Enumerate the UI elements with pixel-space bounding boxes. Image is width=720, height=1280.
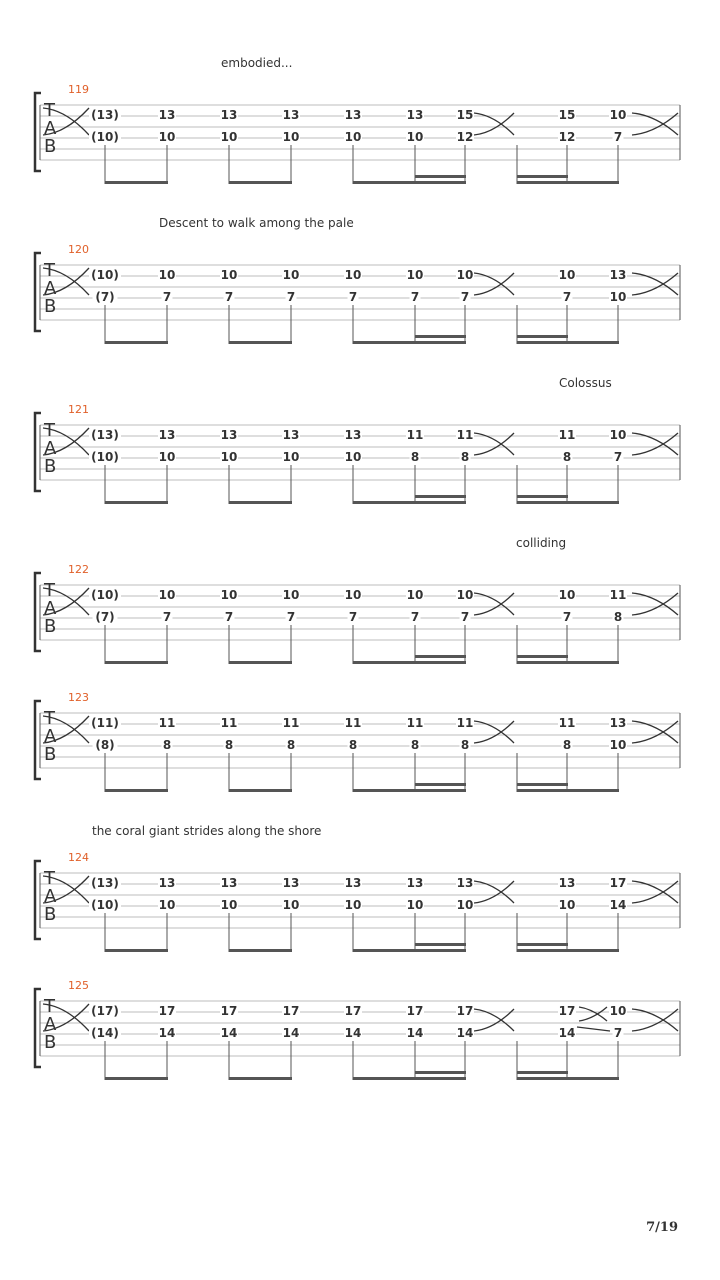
fret-number: 8 [410,450,420,464]
tab-staff [0,858,720,958]
fret-number: 13 [406,876,424,890]
fret-number: 13 [282,428,300,442]
fret-number: 10 [609,1004,627,1018]
note-beam [517,175,568,178]
lyric-text: Descent to walk among the pale [159,216,354,230]
fret-number: 10 [282,898,300,912]
fret-number: 13 [158,428,176,442]
note-beam [229,789,292,792]
fret-number: 10 [220,450,238,464]
note-beam [105,341,168,344]
fret-number: 13 [220,428,238,442]
lyric-text: Colossus [559,376,612,390]
note-beam [517,1077,619,1080]
fret-number: 14 [609,898,627,912]
fret-number: 8 [613,610,623,624]
fret-number: 11 [220,716,238,730]
fret-number: 17 [344,1004,362,1018]
note-beam [353,789,466,792]
note-beam [105,181,168,184]
fret-number: 13 [344,108,362,122]
fret-number: 13 [282,108,300,122]
bar-number: 124 [68,851,89,864]
fret-number: 14 [406,1026,424,1040]
note-beam [517,949,619,952]
tab-staff [0,570,720,670]
note-beam [415,495,466,498]
fret-number: 13 [158,876,176,890]
tab-clef-letter: T [44,868,55,889]
note-beam [353,1077,466,1080]
fret-number: 10 [158,268,176,282]
tab-clef-letter: T [44,420,55,441]
note-beam [353,661,466,664]
fret-number: 13 [220,108,238,122]
tab-clef-letter: A [44,1014,57,1035]
lyric-text: colliding [516,536,567,550]
fret-number: 8 [410,738,420,752]
fret-number: 7 [224,290,234,304]
page-number: 7/19 [646,1220,678,1235]
tab-clef-letter: T [44,708,55,729]
note-beam [517,341,619,344]
tie-curve [579,1007,607,1021]
fret-number: 10 [558,268,576,282]
fret-number: (10) [91,130,119,144]
note-beam [105,661,168,664]
fret-number: 7 [224,610,234,624]
fret-number: 13 [609,268,627,282]
fret-number: 7 [460,610,470,624]
note-beam [229,949,292,952]
note-beam [229,181,292,184]
fret-number: 10 [344,898,362,912]
fret-number: 11 [158,716,176,730]
note-beam [517,789,619,792]
fret-number: 8 [162,738,172,752]
fret-number: 8 [460,450,470,464]
fret-number: 14 [456,1026,474,1040]
bar-number: 122 [68,563,89,576]
lyric-text: the coral giant strides along the shore [92,824,322,838]
fret-number: 15 [558,108,576,122]
fret-number: 10 [609,428,627,442]
note-beam [415,175,466,178]
bar-number: 120 [68,243,89,256]
fret-number: 10 [344,588,362,602]
fret-number: (10) [91,588,119,602]
note-beam [415,655,466,658]
tab-clef-letter: T [44,260,55,281]
note-beam [415,943,466,946]
tab-clef-letter: A [44,726,57,747]
fret-number: (10) [91,898,119,912]
fret-number: 11 [558,716,576,730]
tab-clef-letter: B [44,616,57,637]
note-beam [105,1077,168,1080]
fret-number: 7 [613,130,623,144]
fret-number: 7 [348,610,358,624]
fret-number: 13 [558,876,576,890]
fret-number: 17 [158,1004,176,1018]
note-beam [517,943,568,946]
fret-number: 17 [456,1004,474,1018]
note-beam [353,341,466,344]
fret-number: 8 [460,738,470,752]
note-beam [517,181,619,184]
fret-number: (11) [91,716,119,730]
note-beam [517,335,568,338]
tab-clef-letter: B [44,296,57,317]
fret-number: (10) [91,450,119,464]
note-beam [415,1071,466,1074]
tab-staff [0,410,720,510]
fret-number: 7 [562,610,572,624]
tab-clef-letter: T [44,996,55,1017]
tab-clef-letter: B [44,904,57,925]
fret-number: 13 [282,876,300,890]
note-beam [353,181,466,184]
fret-number: 7 [613,1026,623,1040]
fret-number: 10 [220,588,238,602]
fret-number: 17 [282,1004,300,1018]
fret-number: 7 [286,610,296,624]
fret-number: 12 [456,130,474,144]
fret-number: 10 [282,268,300,282]
fret-number: 14 [344,1026,362,1040]
fret-number: 17 [609,876,627,890]
fret-number: 7 [286,290,296,304]
tab-clef-letter: A [44,118,57,139]
note-beam [517,655,568,658]
fret-number: 7 [410,610,420,624]
fret-number: 10 [406,898,424,912]
tab-clef-letter: A [44,886,57,907]
note-beam [517,501,619,504]
tab-clef-letter: B [44,136,57,157]
fret-number: 11 [609,588,627,602]
fret-number: 8 [562,450,572,464]
fret-number: 10 [406,588,424,602]
fret-number: 14 [282,1026,300,1040]
fret-number: 7 [348,290,358,304]
fret-number: (17) [91,1004,119,1018]
fret-number: 10 [609,290,627,304]
note-beam [517,495,568,498]
fret-number: 14 [558,1026,576,1040]
note-beam [229,1077,292,1080]
fret-number: 7 [613,450,623,464]
tab-staff [0,986,720,1086]
fret-number: (13) [91,108,119,122]
tab-staff [0,698,720,798]
fret-number: 10 [282,450,300,464]
bar-number: 121 [68,403,89,416]
fret-number: (10) [91,268,119,282]
fret-number: 10 [282,130,300,144]
fret-number: (14) [91,1026,119,1040]
fret-number: 10 [158,588,176,602]
tab-clef-letter: B [44,1032,57,1053]
note-beam [517,783,568,786]
fret-number: 11 [456,428,474,442]
tab-staff [0,250,720,350]
note-beam [353,949,466,952]
fret-number: 13 [456,876,474,890]
note-beam [105,501,168,504]
fret-number: 13 [220,876,238,890]
tab-clef-letter: T [44,580,55,601]
fret-number: 10 [220,130,238,144]
fret-number: (13) [91,428,119,442]
fret-number: 11 [456,716,474,730]
fret-number: 7 [410,290,420,304]
fret-number: 10 [558,588,576,602]
fret-number: 17 [558,1004,576,1018]
tab-clef-letter: T [44,100,55,121]
fret-number: 10 [456,268,474,282]
bar-number: 123 [68,691,89,704]
fret-number: 8 [562,738,572,752]
lyric-text: embodied... [221,56,293,70]
tab-clef-letter: A [44,598,57,619]
fret-number: 10 [158,450,176,464]
note-beam [517,1071,568,1074]
note-beam [229,341,292,344]
fret-number: 11 [406,716,424,730]
fret-number: 10 [158,130,176,144]
note-beam [229,661,292,664]
tie-curve [579,1007,607,1021]
fret-number: 13 [609,716,627,730]
fret-number: 10 [220,898,238,912]
fret-number: 10 [456,898,474,912]
fret-number: 10 [456,588,474,602]
fret-number: 11 [282,716,300,730]
note-beam [229,501,292,504]
fret-number: 10 [344,450,362,464]
fret-number: 13 [406,108,424,122]
fret-number: 7 [162,290,172,304]
fret-number: 8 [348,738,358,752]
fret-number: 8 [286,738,296,752]
fret-number: 12 [558,130,576,144]
fret-number: 10 [220,268,238,282]
tab-staff [0,90,720,190]
fret-number: 7 [460,290,470,304]
note-beam [105,789,168,792]
fret-number: (13) [91,876,119,890]
fret-number: 13 [344,876,362,890]
fret-number: 11 [406,428,424,442]
fret-number: 17 [220,1004,238,1018]
fret-number: 10 [344,268,362,282]
fret-number: 17 [406,1004,424,1018]
note-beam [415,335,466,338]
fret-number: 10 [406,130,424,144]
fret-number: 10 [344,130,362,144]
fret-number: 10 [282,588,300,602]
fret-number: (7) [95,290,115,304]
fret-number: 11 [558,428,576,442]
note-beam [353,501,466,504]
bar-number: 125 [68,979,89,992]
note-beam [105,949,168,952]
tab-clef-letter: A [44,278,57,299]
fret-number: 14 [220,1026,238,1040]
fret-number: 10 [158,898,176,912]
fret-number: 10 [558,898,576,912]
fret-number: 13 [344,428,362,442]
fret-number: 8 [224,738,234,752]
fret-number: 7 [162,610,172,624]
bar-number: 119 [68,83,89,96]
fret-number: 11 [344,716,362,730]
fret-number: 10 [406,268,424,282]
note-beam [517,661,619,664]
fret-number: (8) [95,738,115,752]
fret-number: 10 [609,738,627,752]
fret-number: 10 [609,108,627,122]
tab-clef-letter: B [44,456,57,477]
fret-number: 13 [158,108,176,122]
fret-number: 15 [456,108,474,122]
tab-clef-letter: A [44,438,57,459]
note-beam [415,783,466,786]
fret-number: 14 [158,1026,176,1040]
slide-line [577,1027,610,1031]
fret-number: (7) [95,610,115,624]
tab-clef-letter: B [44,744,57,765]
fret-number: 7 [562,290,572,304]
